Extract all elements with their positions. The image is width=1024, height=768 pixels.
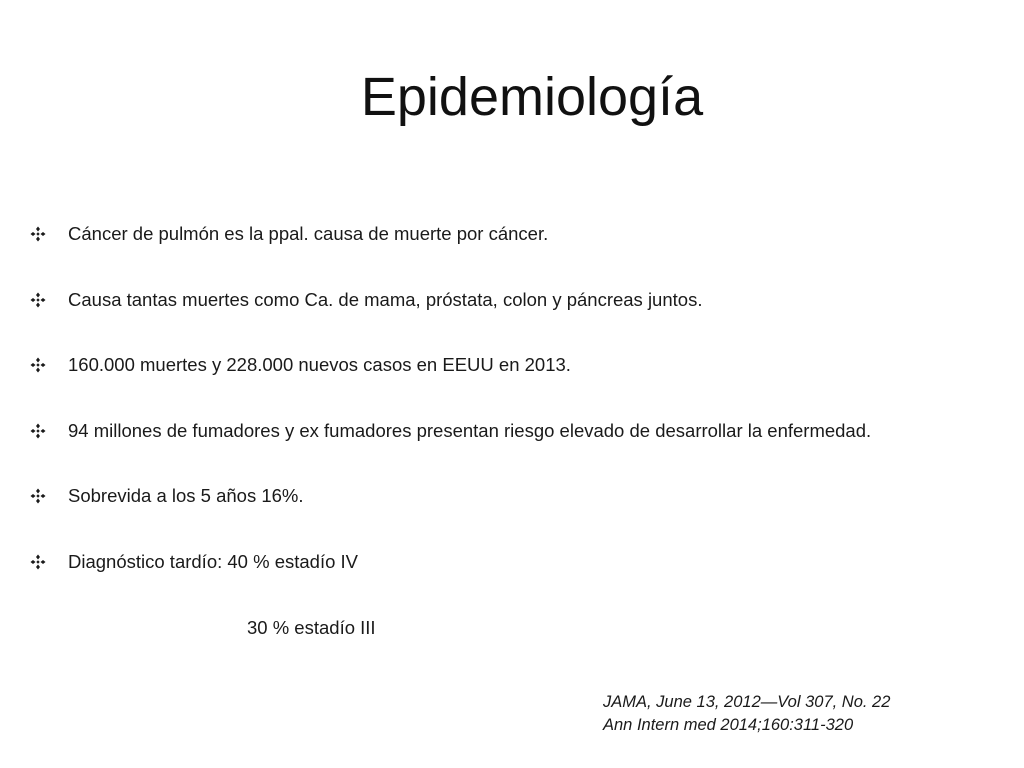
list-item bbox=[30, 220, 871, 286]
diamond-bullet-icon bbox=[30, 548, 68, 576]
list-item bbox=[30, 417, 871, 483]
bullet-text: Causa tantas muertes como Ca. de mama, próstata, colon y páncreas juntos. bbox=[68, 288, 703, 310]
list-item bbox=[30, 548, 871, 614]
bullet-text: 160.000 muertes y 228.000 nuevos casos en EEUU en 2013. bbox=[68, 354, 571, 375]
bullet-text: Sobrevida a los 5 años 16%. bbox=[68, 485, 304, 506]
bullet-text: Cáncer de pulmón es la ppal. causa de muerte por cáncer. bbox=[68, 223, 549, 244]
reference-line: Ann Intern med 2014;160:311-320 bbox=[603, 716, 854, 734]
bullet-list bbox=[30, 220, 871, 613]
references bbox=[603, 691, 890, 737]
list-item bbox=[30, 351, 871, 417]
list-item bbox=[30, 286, 871, 352]
diamond-bullet-icon bbox=[30, 482, 68, 510]
diamond-bullet-icon bbox=[30, 286, 68, 314]
continuation-text: 30 % estadío III bbox=[247, 617, 376, 638]
bullet-text: 94 millones de fumadores y ex fumadores presentan riesgo elevado de desarrollar la enfermedad. bbox=[68, 419, 872, 441]
reference-line: JAMA, June 13, 2012—Vol 307, No. 22 bbox=[603, 693, 891, 711]
diamond-bullet-icon bbox=[30, 351, 68, 379]
diamond-bullet-icon bbox=[30, 220, 68, 248]
list-item bbox=[30, 482, 871, 548]
slide-title: Epidemiología bbox=[360, 67, 704, 127]
bullet-text: Diagnóstico tardío: 40 % estadío IV bbox=[68, 550, 359, 572]
diamond-bullet-icon bbox=[30, 417, 68, 445]
